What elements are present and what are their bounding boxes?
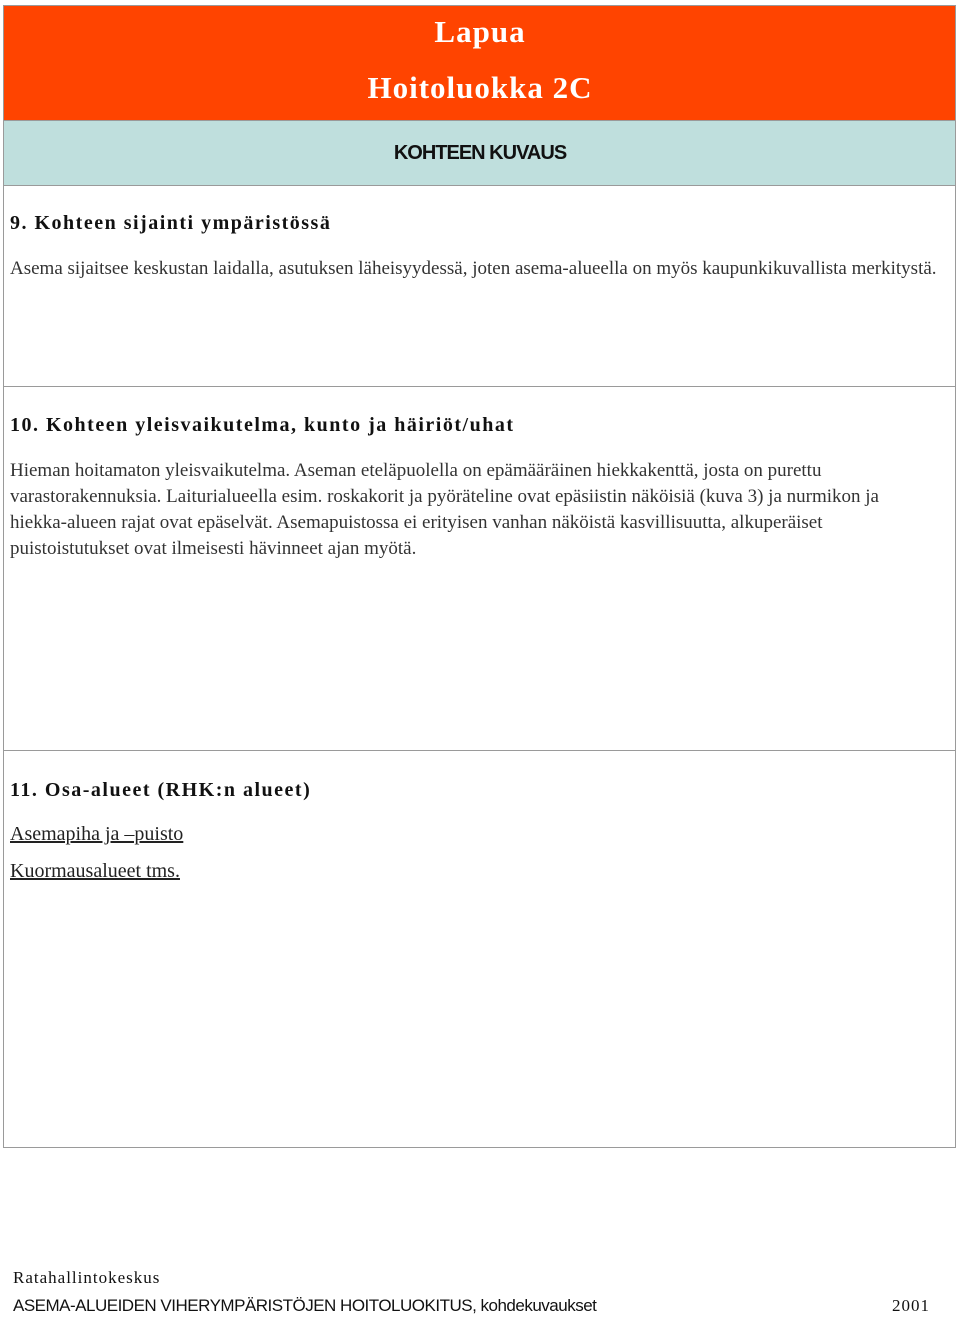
section-divider — [4, 386, 955, 387]
section-text-10: Hieman hoitamaton yleisvaikutelma. Aseman eteläpuolella on epämääräinen hiekkakenttä, josta on purettu varastorakennuksia. Laiturialueella esim. roskakorit ja pyöräteline ovat epäsiistin näköisiä (kuva 3) ja nurmikon ja hiekka-alueen rajat ovat epäselvät. Asemapuistossa ei erityisen vanhan näköistä kasvillisuutta, alkuperäiset puistoistutukset ovat ilmeisesti hävinneet ajan myötä. — [10, 460, 879, 559]
page-subtitle: Hoitoluokka 2C — [367, 70, 593, 105]
section-heading-9: 9. Kohteen sijainti ympäristössä — [10, 212, 332, 234]
footer-document-title: ASEMA-ALUEIDEN VIHERYMPÄRISTÖJEN HOITOLUOKITUS, kohdekuvaukset — [13, 1296, 597, 1315]
section-divider — [4, 750, 955, 751]
section-label: KOHTEEN KUVAUS — [393, 142, 567, 164]
section-heading-11: 11. Osa-alueet (RHK:n alueet) — [10, 779, 312, 801]
footer-year: 2001 — [892, 1296, 930, 1315]
section-heading-10: 10. Kohteen yleisvaikutelma, kunto ja häiriöt/uhat — [10, 414, 515, 436]
link-kuormausalueet[interactable]: Kuormausalueet tms. — [10, 860, 180, 882]
section-text-9: Asema sijaitsee keskustan laidalla, asutuksen läheisyydessä, joten asema-alueella on myös kaupunkikuvallista merkitystä. — [10, 258, 937, 279]
page-title: Lapua — [434, 14, 526, 49]
footer-organization: Ratahallintokeskus — [13, 1268, 161, 1287]
link-asemapiha[interactable]: Asemapiha ja –puisto — [10, 823, 184, 845]
document-frame — [3, 5, 956, 1148]
